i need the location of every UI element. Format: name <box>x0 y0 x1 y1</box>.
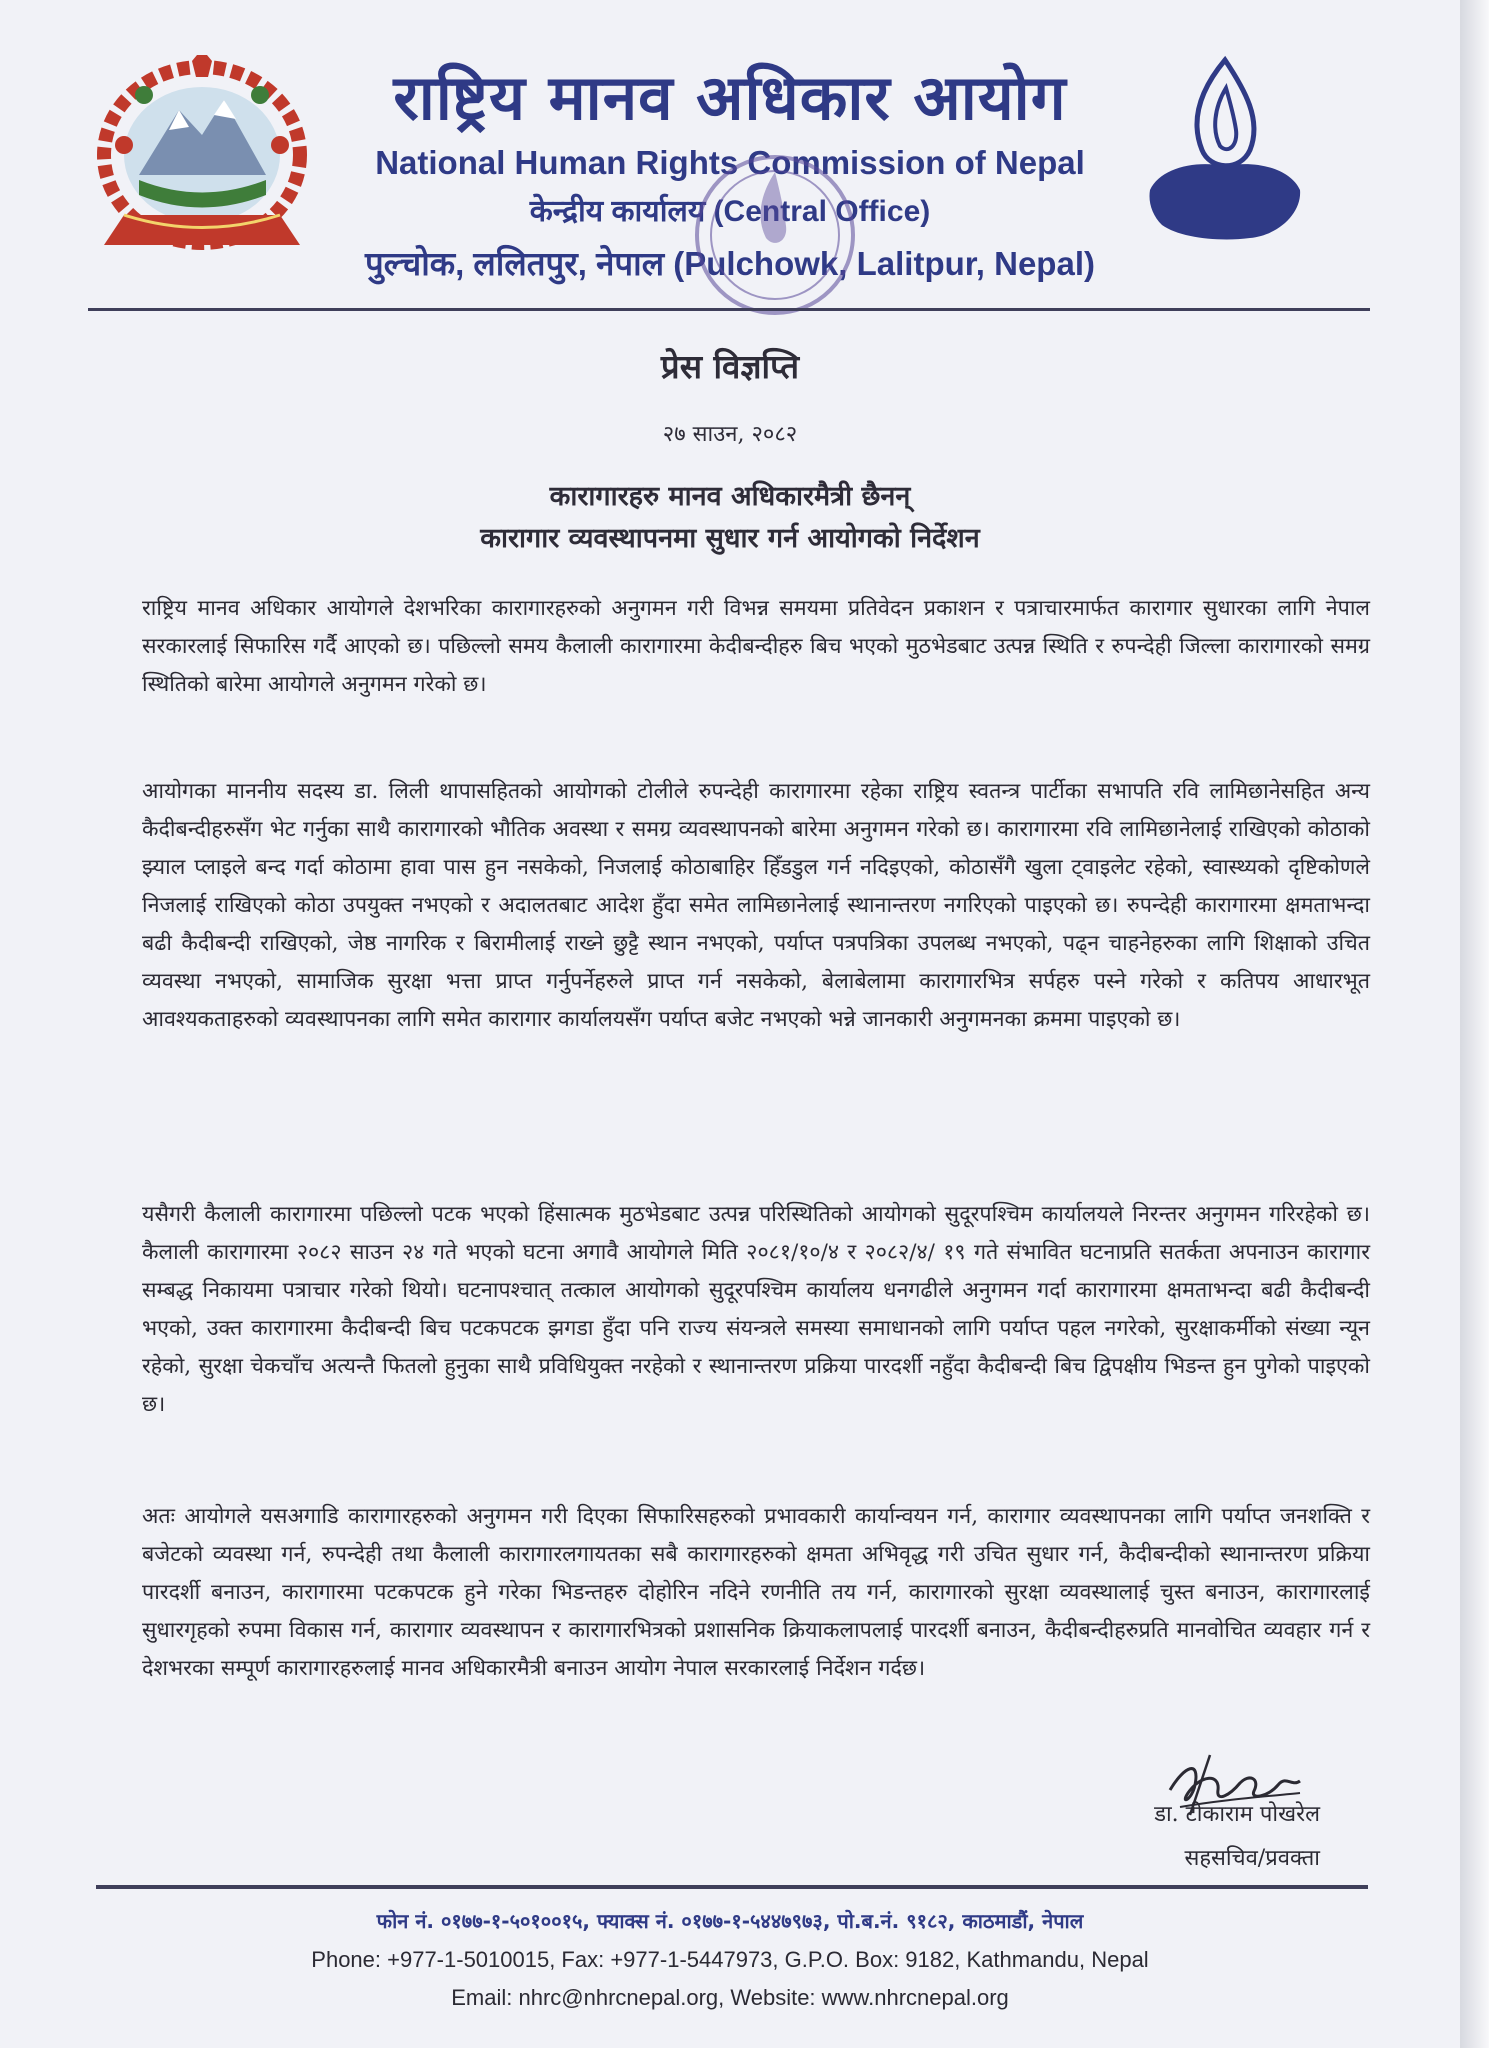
headline-line-1: कारागारहरु मानव अधिकारमैत्री छैनन् <box>549 481 911 512</box>
body-paragraph-2: आयोगका माननीय सदस्य डा. लिली थापासहितको आयोगको टोलीले रुपन्देही कारागारमा रहेका राष्ट्रिय स्वतन्त्र पार्टीका सभापति रवि लामिछानेसहित अन्य कैदीबन्दीहरुसँग भेट गर्नुका साथै कारागारको भौतिक अवस्था र समग्र व्यवस्थापनको बारेमा अनुगमन गरेको छ। कारागारमा रवि लामिछानेलाई राखिएको कोठाको झ्याल प्लाइले बन्द गर्दा कोठामा हावा पास हुन नसकेको, निजलाई कोठाबाहिर हिँडडुल गर्न नदिइएको, कोठासँगै खुला ट्वाइलेट रहेको, स्वास्थ्यको दृष्टिकोणले निजलाई राखिएको कोठा उपयुक्त नभएको र अदालतबाट आदेश हुँदा समेत लामिछानेलाई स्थानान्तरण नगरिएको पाइएको छ। रुपन्देही कारागारमा क्षमताभन्दा बढी कैदीबन्दी राखिएको, जेष्ठ नागरिक र बिरामीलाई राख्ने छुट्टै स्थान नभएको, पर्याप्त पत्रपत्रिका उपलब्ध नभएको, पढ्न चाहनेहरुका लागि शिक्षाको उचित व्यवस्था नभएको, सामाजिक सुरक्षा भत्ता प्राप्त गर्नुपर्नेहरुले प्राप्त गर्न नसकेको, बेलाबेलामा कारागारभित्र सर्पहरु पस्ने गरेको र कतिपय आधारभूत आवश्यकताहरुको व्यवस्थापनका लागि समेत कारागार कार्यालयसँग पर्याप्त बजेट नभएको भन्ने जानकारी अनुगमनका क्रममा पाइएको छ। <box>142 779 1370 1032</box>
signer-designation: सहसचिव/प्रवक्ता <box>1184 1846 1320 1871</box>
office-label: केन्द्रीय कार्यालय (Central Office) <box>529 195 931 228</box>
document-date: २७ साउन, २०८२ <box>662 422 798 447</box>
headline-line-2: कारागार व्यवस्थापनमा सुधार गर्न आयोगको निर्देशन <box>480 523 980 554</box>
nepal-emblem-icon <box>84 55 320 255</box>
footer-contact-nepali: फोन नं. ०१७७-१-५०१००१५, फ्याक्स नं. ०१७७-१-५४४७९७३, पो.ब.नं. ९१८२, काठमाडौं, नेपाल <box>376 1909 1084 1933</box>
org-name-english: National Human Rights Commission of Nepal <box>375 144 1085 181</box>
body-paragraph-1: राष्ट्रिय मानव अधिकार आयोगले देशभरिका कारागारहरुको अनुगमन गरी विभन्न समयमा प्रतिवेदन प्रकाशन र पत्राचारमार्फत कारागार सुधारका लागि नेपाल सरकारलाई सिफारिस गर्दै आएको छ। पछिल्लो समय कैलाली कारागारमा केदीबन्दीहरु बिच भएको मुठभेडबाट उत्पन्न स्थिति र रुपन्देही जिल्ला कारागारको समग्र स्थितिको बारेमा आयोगले अनुगमन गरेको छ। <box>142 596 1370 697</box>
footer-contact-english: Phone: +977-1-5010015, Fax: +977-1-5447973, G.P.O. Box: 9182, Kathmandu, Nepal <box>311 1947 1149 1972</box>
page-edge-shadow <box>1460 0 1489 2048</box>
header-divider <box>88 308 1370 311</box>
footer-email-website: Email: nhrc@nhrcnepal.org, Website: www.nhrcnepal.org <box>451 1985 1009 2010</box>
body-paragraph-4: अतः आयोगले यसअगाडि कारागारहरुको अनुगमन गरी दिएका सिफारिसहरुको प्रभावकारी कार्यान्वयन गर्न, कारागार व्यवस्थापनका लागि पर्याप्त जनशक्ति र बजेटको व्यवस्था गर्न, रुपन्देही तथा कैलाली कारागारलगायतका सबै कारागारहरुको क्षमता अभिवृद्ध गरी उचित सुधार गर्न, कैदीबन्दीको स्थानान्तरण प्रक्रिया पारदर्शी बनाउन, कारागारमा पटकपटक हुने गरेका भिडन्तहरु दोहोरिन नदिने रणनीति तय गर्न, कारागारको सुरक्षा व्यवस्थालाई चुस्त बनाउन, कारागारलाई सुधारगृहको रुपमा विकास गर्न, कारागार व्यवस्थापन र कारागारभित्रको प्रशासनिक क्रियाकलापलाई पारदर्शी बनाउन, कैदीबन्दीहरुप्रति मानवोचित व्यवहार गर्न र देशभरका सम्पूर्ण कारागारहरुलाई मानव अधिकारमैत्री बनाउन आयोग नेपाल सरकारलाई निर्देशन गर्दछ। <box>142 1504 1370 1681</box>
office-address: पुल्चोक, ललितपुर, नेपाल (Pulchowk, Lalitpur, Nepal) <box>365 245 1095 282</box>
office-seal-stamp-icon <box>690 150 860 320</box>
body-paragraph-3: यसैगरी कैलाली कारागारमा पछिल्लो पटक भएको हिंसात्मक मुठभेडबाट उत्पन्न परिस्थितिको आयोगको सुदूरपश्चिम कार्यालयले निरन्तर अनुगमन गरिरहेको छ। कैलाली कारागारमा २०८२ साउन २४ गते भएको घटना अगावै आयोगले मिति २०८१/१०/४ र २०८२/४/ १९ गते संभावित घटनाप्रति सतर्कता अपनाउन कारागार सम्बद्ध निकायमा पत्राचार गरेको थियो। घटनापश्चात् तत्काल आयोगको सुदूरपश्चिम कार्यालय धनगढीले अनुगमन गर्दा कारागारमा क्षमताभन्दा बढी कैदीबन्दी भएको, उक्त कारागारमा कैदीबन्दी बिच पटकपटक झगडा हुँदा पनि राज्य संयन्त्रले समस्या समाधानको लागि पर्याप्त पहल नगरेको, सुरक्षाकर्मीको संख्या न्यून रहेको, सुरक्षा चेकचाँच अत्यन्तै फितलो हुनुका साथै प्रविधियुक्त नरहेको र स्थानान्तरण प्रक्रिया पारदर्शी नहुँदा कैदीबन्दी बिच द्विपक्षीय भिडन्त हुन पुगेको पाइएको छ। <box>142 1202 1370 1417</box>
signer-name: डा. टीकाराम पोखरेल <box>1154 1802 1320 1827</box>
document-type-title: प्रेस विज्ञप्ति <box>660 347 800 386</box>
org-name-nepali: राष्ट्रिय मानव अधिकार आयोग <box>393 61 1067 134</box>
footer-divider <box>96 1885 1368 1889</box>
nhrc-logo-icon <box>1140 50 1310 260</box>
